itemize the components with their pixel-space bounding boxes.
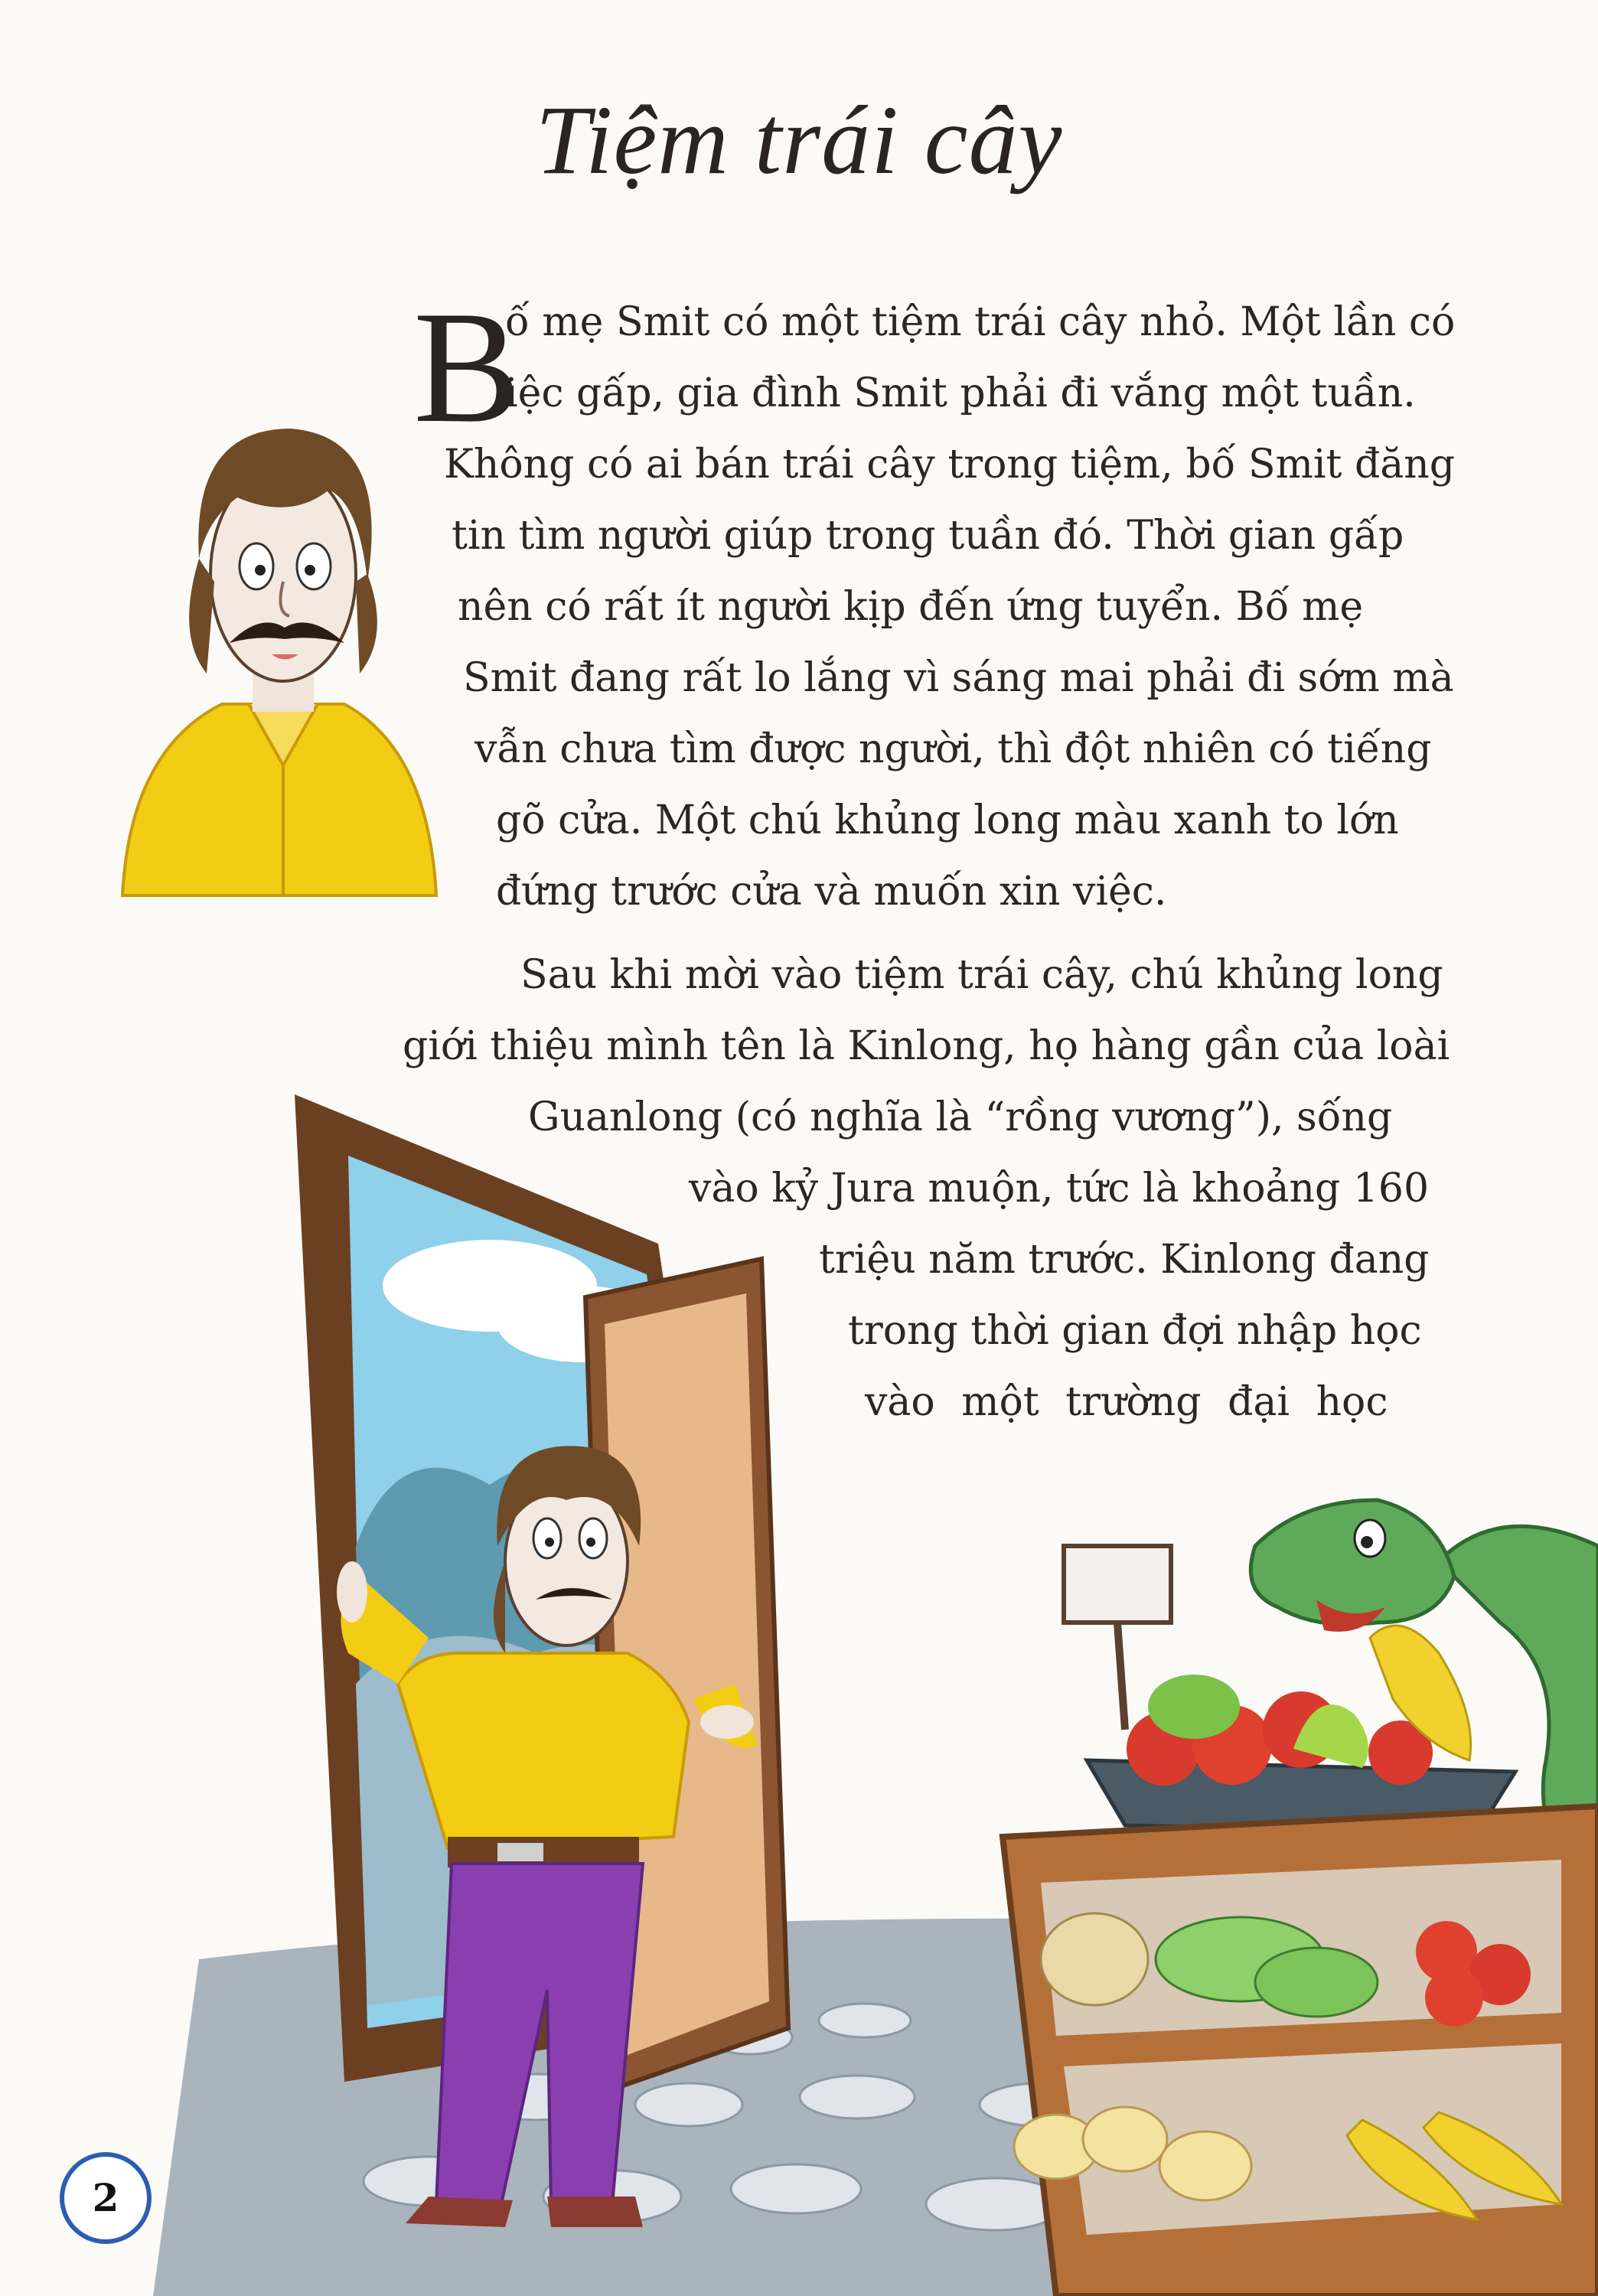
paragraph-line: Guanlong (có nghĩa là “rồng vương”), sống <box>528 1094 1393 1140</box>
father-portrait-illustration <box>115 383 452 903</box>
page-number-badge: 2 <box>60 2152 152 2244</box>
paragraph-line: vẫn chưa tìm được người, thì đột nhiên có tiếng <box>475 726 1432 772</box>
paragraph-line: trong thời gian đợi nhập học <box>848 1308 1422 1354</box>
paragraph-line: ố mẹ Smit có một tiệm trái cây nhỏ. Một lần có <box>505 299 1456 345</box>
fruit-pile <box>1127 1626 1471 1786</box>
page-title: Tiệm trái cây <box>535 86 1063 194</box>
paragraph-line: tin tìm người giúp trong tuần đó. Thời gian gấp <box>452 513 1404 559</box>
paragraph-line: vào một trường đại học <box>865 1379 1388 1425</box>
paragraph-line: đứng trước cửa và muốn xin việc. <box>496 869 1167 915</box>
paragraph-line: gõ cửa. Một chú khủng long màu xanh to lớn <box>496 797 1399 843</box>
paragraph-line: Smit đang rất lo lắng vì sáng mai phải đi sớm mà <box>463 655 1454 701</box>
drop-cap: B <box>413 279 521 456</box>
paragraph-line: giới thiệu mình tên là Kinlong, họ hàng gần của loài <box>403 1023 1450 1069</box>
paragraph-line: Sau khi mời vào tiệm trái cây, chú khủng long <box>520 952 1443 998</box>
paragraph-line: nên có rất ít người kịp đến ứng tuyển. Bố mẹ <box>458 584 1364 630</box>
paragraph-line: triệu năm trước. Kinlong đang <box>819 1237 1430 1283</box>
paragraph-line: Không có ai bán trái cây trong tiệm, bố Smit đăng <box>444 442 1456 488</box>
paragraph-line: vào kỷ Jura muộn, tức là khoảng 160 <box>689 1166 1430 1212</box>
paragraph-line: iệc gấp, gia đình Smit phải đi vắng một tuần. <box>505 370 1416 416</box>
price-sign <box>1064 1546 1171 1623</box>
fruit-shop-scene-illustration <box>0 1071 1598 2296</box>
